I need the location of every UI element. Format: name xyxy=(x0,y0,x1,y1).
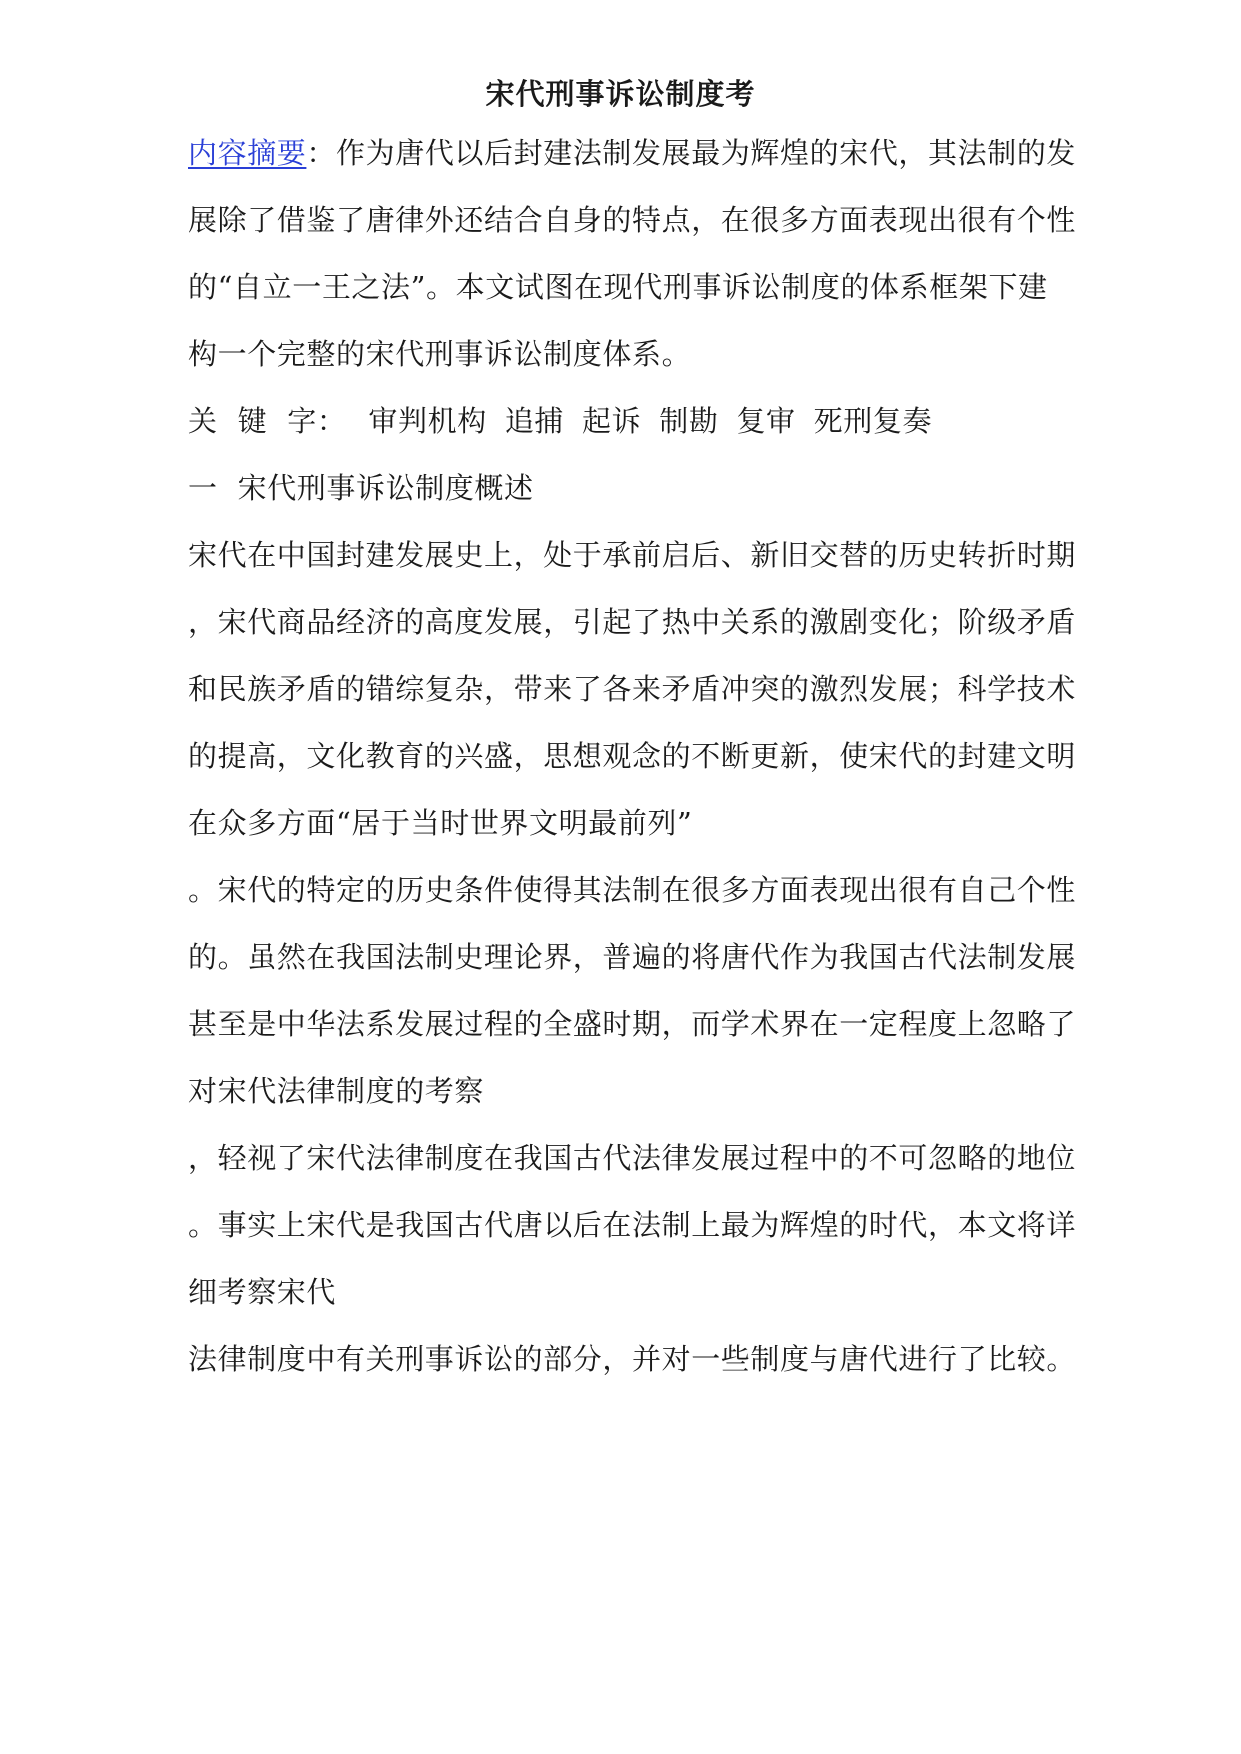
keyword-item-2: 追捕 xyxy=(504,404,565,438)
section-1-title: 宋代刑事诉讼制度概述 xyxy=(237,471,534,505)
keyword-item-1: 审判机构 xyxy=(368,404,487,438)
section-1-number: 一 xyxy=(188,471,218,505)
abstract-line-2: 展除了借鉴了唐律外还结合自身的特点，在很多方面表现出很有个性 xyxy=(188,203,1077,237)
section-1-line-12: 细考察宋代 xyxy=(188,1275,337,1309)
section-1-line-10: ，轻视了宋代法律制度在我国古代法律发展过程中的不可忽略的地位 xyxy=(188,1141,1077,1175)
keywords-label-char-3: 字： xyxy=(287,404,347,438)
abstract-text-1: 作为唐代以后封建法制发展最为辉煌的宋代，其法制的发 xyxy=(336,136,1077,170)
section-1-line-1: 宋代在中国封建发展史上，处于承前启后、新旧交替的历史转折时期 xyxy=(188,538,1077,572)
keyword-item-5: 复审 xyxy=(736,404,796,438)
section-1-line-9: 对宋代法律制度的考察 xyxy=(188,1074,485,1108)
keywords-label-char-1: 关 xyxy=(188,404,218,438)
section-1-line-3: 和民族矛盾的错综复杂，带来了各来矛盾冲突的激烈发展；科学技术 xyxy=(188,672,1077,706)
section-1-line-7: 的。虽然在我国法制史理论界，普遍的将唐代作为我国古代法制发展 xyxy=(188,940,1077,974)
section-1-line-11: 。事实上宋代是我国古代唐以后在法制上最为辉煌的时代，本文将详 xyxy=(188,1208,1077,1242)
keywords-line xyxy=(188,398,1128,444)
abstract-line-1 xyxy=(188,130,1128,176)
abstract-separator: ： xyxy=(306,136,337,170)
abstract-line-3: 的“自立一王之法”。本文试图在现代刑事诉讼制度的体系框架下建 xyxy=(188,270,1048,304)
section-1-line-4: 的提高，文化教育的兴盛，思想观念的不断更新，使宋代的封建文明 xyxy=(188,739,1077,773)
section-1-line-8: 甚至是中华法系发展过程的全盛时期，而学术界在一定程度上忽略了 xyxy=(188,1007,1077,1041)
section-1-line-5: 在众多方面“居于当时世界文明最前列” xyxy=(188,806,693,840)
keyword-item-4: 制勘 xyxy=(659,404,719,438)
keyword-item-6: 死刑复奏 xyxy=(813,404,933,438)
section-1-line-6: 。宋代的特定的历史条件使得其法制在很多方面表现出很有自己个性 xyxy=(188,873,1077,907)
document-title: 宋代刑事诉讼制度考 xyxy=(485,77,756,111)
section-1-line-2: ，宋代商品经济的高度发展，引起了热中关系的激剧变化；阶级矛盾 xyxy=(188,605,1077,639)
abstract-line-4: 构一个完整的宋代刑事诉讼制度体系。 xyxy=(188,337,692,371)
keywords-label-char-2: 键 xyxy=(237,404,268,438)
section-1-line-13: 法律制度中有关刑事诉讼的部分，并对一些制度与唐代进行了比较。 xyxy=(188,1342,1077,1376)
abstract-label-link[interactable]: 内容摘要 xyxy=(188,136,307,170)
keyword-item-3: 起诉 xyxy=(582,404,642,438)
section-1-heading xyxy=(188,465,1128,511)
